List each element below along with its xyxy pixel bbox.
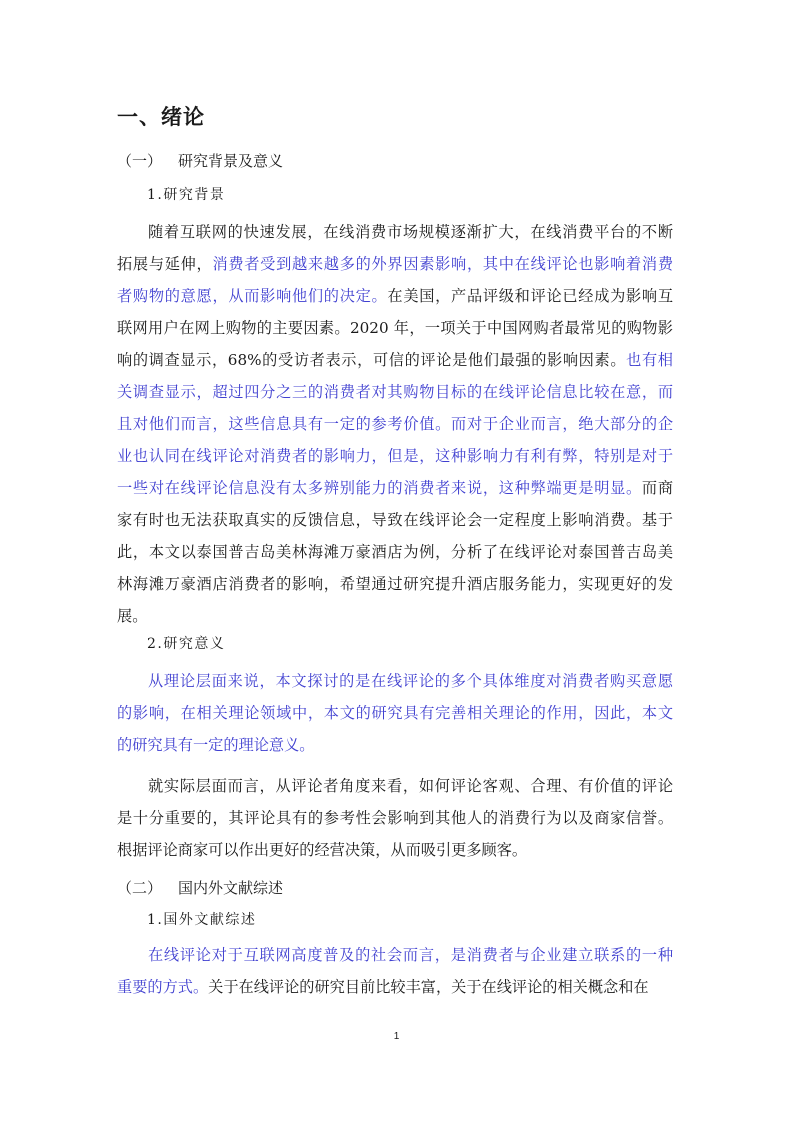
section-title: 研究背景及意义 — [178, 152, 284, 170]
text-line — [117, 770, 673, 802]
text-line — [117, 248, 673, 280]
body-text: 展。 — [117, 607, 148, 625]
highlighted-text: 重要的方式。 — [117, 978, 209, 996]
body-text: 此，本文以泰国普吉岛美林海滩万豪酒店为例，分析了在线评论对泰国普吉岛美 — [117, 543, 673, 561]
body-text: 拓展与延伸， — [117, 255, 213, 273]
text-line — [117, 665, 673, 697]
text-line — [117, 834, 673, 866]
body-text: 是十分重要的，其评论具有的参考性会影响到其他人的消费行为以及商家信誉。 — [117, 809, 673, 827]
text-line — [117, 568, 673, 600]
highlighted-text: 者购物的意愿，从而影响他们的决定。 — [117, 287, 388, 305]
highlighted-text: 关调查显示，超过四分之三的消费者对其购物目标的在线评论信息比较在意，而 — [117, 383, 673, 401]
body-text: 林海滩万豪酒店消费者的影响，希望通过研究提升酒店服务能力，实现更好的发 — [117, 575, 673, 593]
text-line — [117, 344, 673, 376]
body-text: 随着互联网的快速发展，在线消费市场规模逐渐扩大，在线消费平台的不断 — [148, 223, 673, 241]
highlighted-text: 一些对在线评论信息没有太多辨别能力的消费者来说，这种弊端更是明显。 — [117, 479, 642, 497]
subsection-heading-significance: 2.研究意义 — [147, 636, 226, 652]
highlighted-text: 的研究具有一定的理论意义。 — [117, 736, 315, 754]
subsection-heading-foreign-literature: 1.国外文献综述 — [147, 912, 257, 928]
text-line — [117, 280, 673, 312]
section-heading-1 — [117, 150, 283, 171]
body-text: 联网用户在网上购物的主要因素。2020 年，一项关于中国网购者最常见的购物影 — [117, 319, 673, 337]
body-text: 家有时也无法获取真实的反馈信息，导致在线评论会一定程度上影响消费。基于 — [117, 511, 673, 529]
text-line — [117, 216, 673, 248]
body-text: 在美国，产品评级和评论已经成为影响互 — [387, 287, 673, 305]
highlighted-text: 消费者受到越来越多的外界因素影响，其中在线评论也影响着消费 — [212, 255, 673, 273]
text-line — [117, 802, 673, 834]
text-line — [117, 729, 673, 761]
text-line — [117, 600, 673, 632]
text-line — [117, 472, 673, 504]
highlighted-text: 且对他们而言，这些信息具有一定的参考价值。而对于企业而言，绝大部分的企 — [117, 415, 673, 433]
highlighted-text: 在线评论对于互联网高度普及的社会而言，是消费者与企业建立联系的一种 — [148, 946, 673, 964]
page-number: 1 — [393, 1031, 400, 1042]
highlighted-text: 业也认同在线评论对消费者的影响力，但是，这种影响力有利有弊，特别是对于 — [117, 447, 673, 465]
subsection-heading-background: 1.研究背景 — [147, 187, 226, 203]
text-line — [117, 536, 673, 568]
section-number: （二） — [117, 879, 163, 897]
text-line — [117, 312, 673, 344]
section-heading-2 — [117, 877, 283, 898]
paragraph-background — [117, 216, 673, 632]
body-text: 而商 — [641, 479, 673, 497]
text-line — [117, 971, 673, 1003]
highlighted-text: 也有相 — [626, 351, 673, 369]
paragraph-theory — [117, 665, 673, 761]
section-title: 国内外文献综述 — [178, 879, 284, 897]
text-line — [117, 440, 673, 472]
body-text: 根据评论商家可以作出更好的经营决策，从而吸引更多顾客。 — [117, 841, 528, 859]
paragraph-literature — [117, 939, 673, 1003]
text-line — [117, 939, 673, 971]
text-line — [117, 408, 673, 440]
text-line — [117, 504, 673, 536]
body-text: 关于在线评论的研究目前比较丰富，关于在线评论的相关概念和在 — [208, 978, 649, 996]
highlighted-text: 从理论层面来说，本文探讨的是在线评论的多个具体维度对消费者购买意愿 — [148, 672, 673, 690]
section-number: （一） — [117, 152, 163, 170]
paragraph-practice — [117, 770, 673, 866]
text-line — [117, 697, 673, 729]
chapter-heading: 一、绪论 — [117, 105, 205, 129]
highlighted-text: 的影响，在相关理论领域中，本文的研究具有完善相关理论的作用，因此，本文 — [117, 704, 673, 722]
body-text: 响的调查显示，68%的受访者表示，可信的评论是他们最强的影响因素。 — [117, 351, 627, 369]
body-text: 就实际层面而言，从评论者角度来看，如何评论客观、合理、有价值的评论 — [148, 777, 673, 795]
text-line — [117, 376, 673, 408]
